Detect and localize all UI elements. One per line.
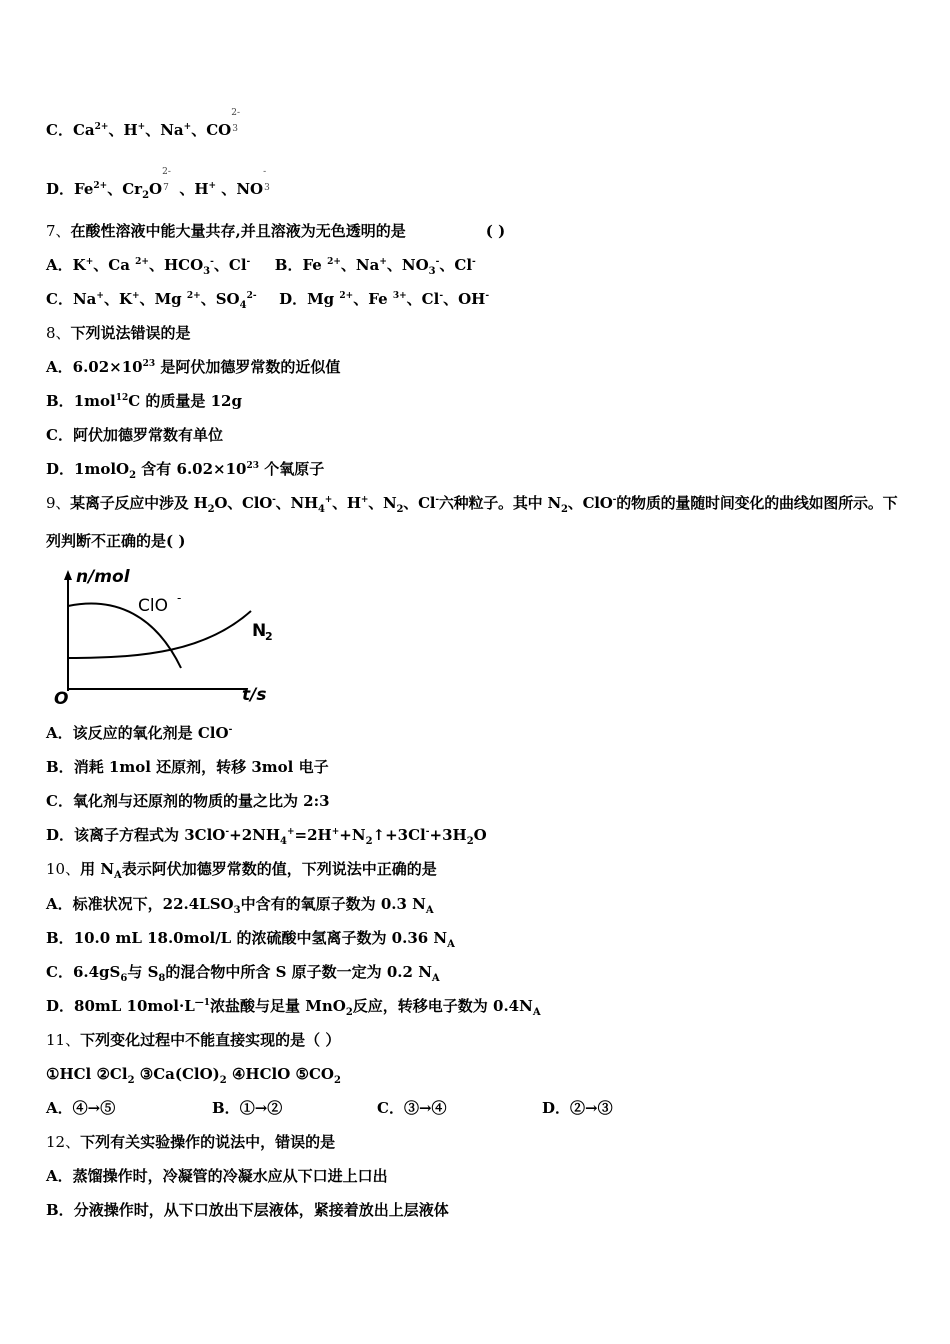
- q9-option-a: A．该反应的氧化剂是 ClO-: [46, 724, 233, 742]
- q9-option-c: C．氧化剂与还原剂的物质的量之比为 2:3: [46, 792, 330, 810]
- q6-option-d: D．$Fe^{2+}$、$Cr_2O$ 2- 7 、H+ 、NO - 3: [46, 167, 270, 201]
- q7-options-cd: [46, 289, 489, 309]
- q10-option-c: C．$6.4gS_6$与 $S_8$的混合物中所含 S 原子数一定为 0.2 $N_A$: [46, 963, 440, 984]
- q9-option-d: D．该离子方程式为 $3ClO^-+2NH_4^+=2H^++N_2↑+3Cl^-+3H_2O$: [46, 826, 487, 847]
- n2-sub: 2: [265, 630, 273, 643]
- q8-option-c: C．阿伏加德罗常数有单位: [46, 426, 223, 444]
- q7-option-a: A．K+、Ca $^{2+}$、$HCO_3^-$、Cl-: [46, 256, 251, 277]
- clo-label: ClO: [138, 596, 168, 616]
- q6-option-c: C．$Ca^{2+}$、H+、Na+、CO 2- 3: [46, 108, 240, 139]
- q10-option-d: D．80mL $10mol\cdot L^{—1}$浓盐酸与足量 MnO$_2$反应，转移电子数为 $0.4N_A$: [46, 997, 541, 1018]
- q10-stem: 10、用 $N_A$表示阿伏加德罗常数的值，下列说法中正确的是: [46, 860, 437, 881]
- q11-option-c: C．③→④: [377, 1099, 447, 1117]
- clo-charge: -: [177, 591, 182, 605]
- x-axis-label: t/s: [242, 685, 267, 705]
- n2-label: N: [252, 621, 267, 641]
- q8-option-b: B．1mol$^{12}$C 的质量是 12g: [46, 392, 242, 410]
- q8-option-a: A．$6.02\times 10^{23}$ 是阿伏加德罗常数的近似值: [46, 358, 341, 376]
- q9-stem-line1: 9、某离子反应中涉及 $H_2O$、ClO-、$NH_4^+$、H+、$N_2$、Cl-六种粒子。其中 $N_2$、ClO-的物质的量随时间变化的曲线如图所示。下: [46, 494, 898, 515]
- q11-stem: 11、下列变化过程中不能直接实现的是（ ）: [46, 1031, 341, 1049]
- q7-option-c: C．Na+、K+、Mg $^{2+}$、$SO_4^{2-}$: [46, 290, 257, 311]
- q9-stem-line2: 列判断不正确的是( ): [46, 532, 186, 550]
- q10-option-a: A．标准状况下，$22.4LSO_3$中含有的氧原子数为 0.3 $N_A$: [46, 895, 434, 916]
- q8-option-d: D．1molO$_2$ 含有 $6.02\times 10^{23}$ 个氧原子: [46, 460, 325, 481]
- q12-stem: 12、下列有关实验操作的说法中，错误的是: [46, 1133, 336, 1151]
- q7-options-ab: [46, 255, 476, 275]
- y-axis-arrow: [64, 570, 72, 580]
- q7-option-b: B．Fe $^{2+}$、Na+、$NO_3^-$、Cl-: [274, 256, 476, 277]
- q8-stem: 8、下列说法错误的是: [46, 324, 191, 342]
- y-axis-label: n/mol: [76, 567, 130, 587]
- q9-graph: [46, 566, 286, 708]
- q7-stem: 7、在酸性溶液中能大量共存,并且溶液为无色透明的是 ( ): [46, 222, 506, 240]
- q10-option-b: B．10.0 mL 18.0mol/L 的浓硫酸中氢离子数为 0.36 $N_A$: [46, 929, 455, 950]
- q11-option-b: B．①→②: [212, 1099, 283, 1117]
- q12-option-b: B．分液操作时，从下口放出下层液体，紧接着放出上层液体: [46, 1201, 449, 1219]
- q12-option-a: A．蒸馏操作时，冷凝管的冷凝水应从下口进上口出: [46, 1167, 388, 1185]
- q11-option-d: D．②→③: [542, 1099, 613, 1117]
- origin-label: O: [54, 689, 69, 708]
- q7-option-d: D．Mg $^{2+}$、Fe $^{3+}$、Cl-、OH-: [279, 290, 490, 308]
- q11-items: ①HCl $②Cl_2$ $③Ca(ClO)_2$ ④HClO $⑤CO_2$: [46, 1065, 341, 1086]
- q9-option-b: B．消耗 1mol 还原剂，转移 3mol 电子: [46, 758, 329, 776]
- q11-option-a: A．④→⑤: [46, 1099, 116, 1117]
